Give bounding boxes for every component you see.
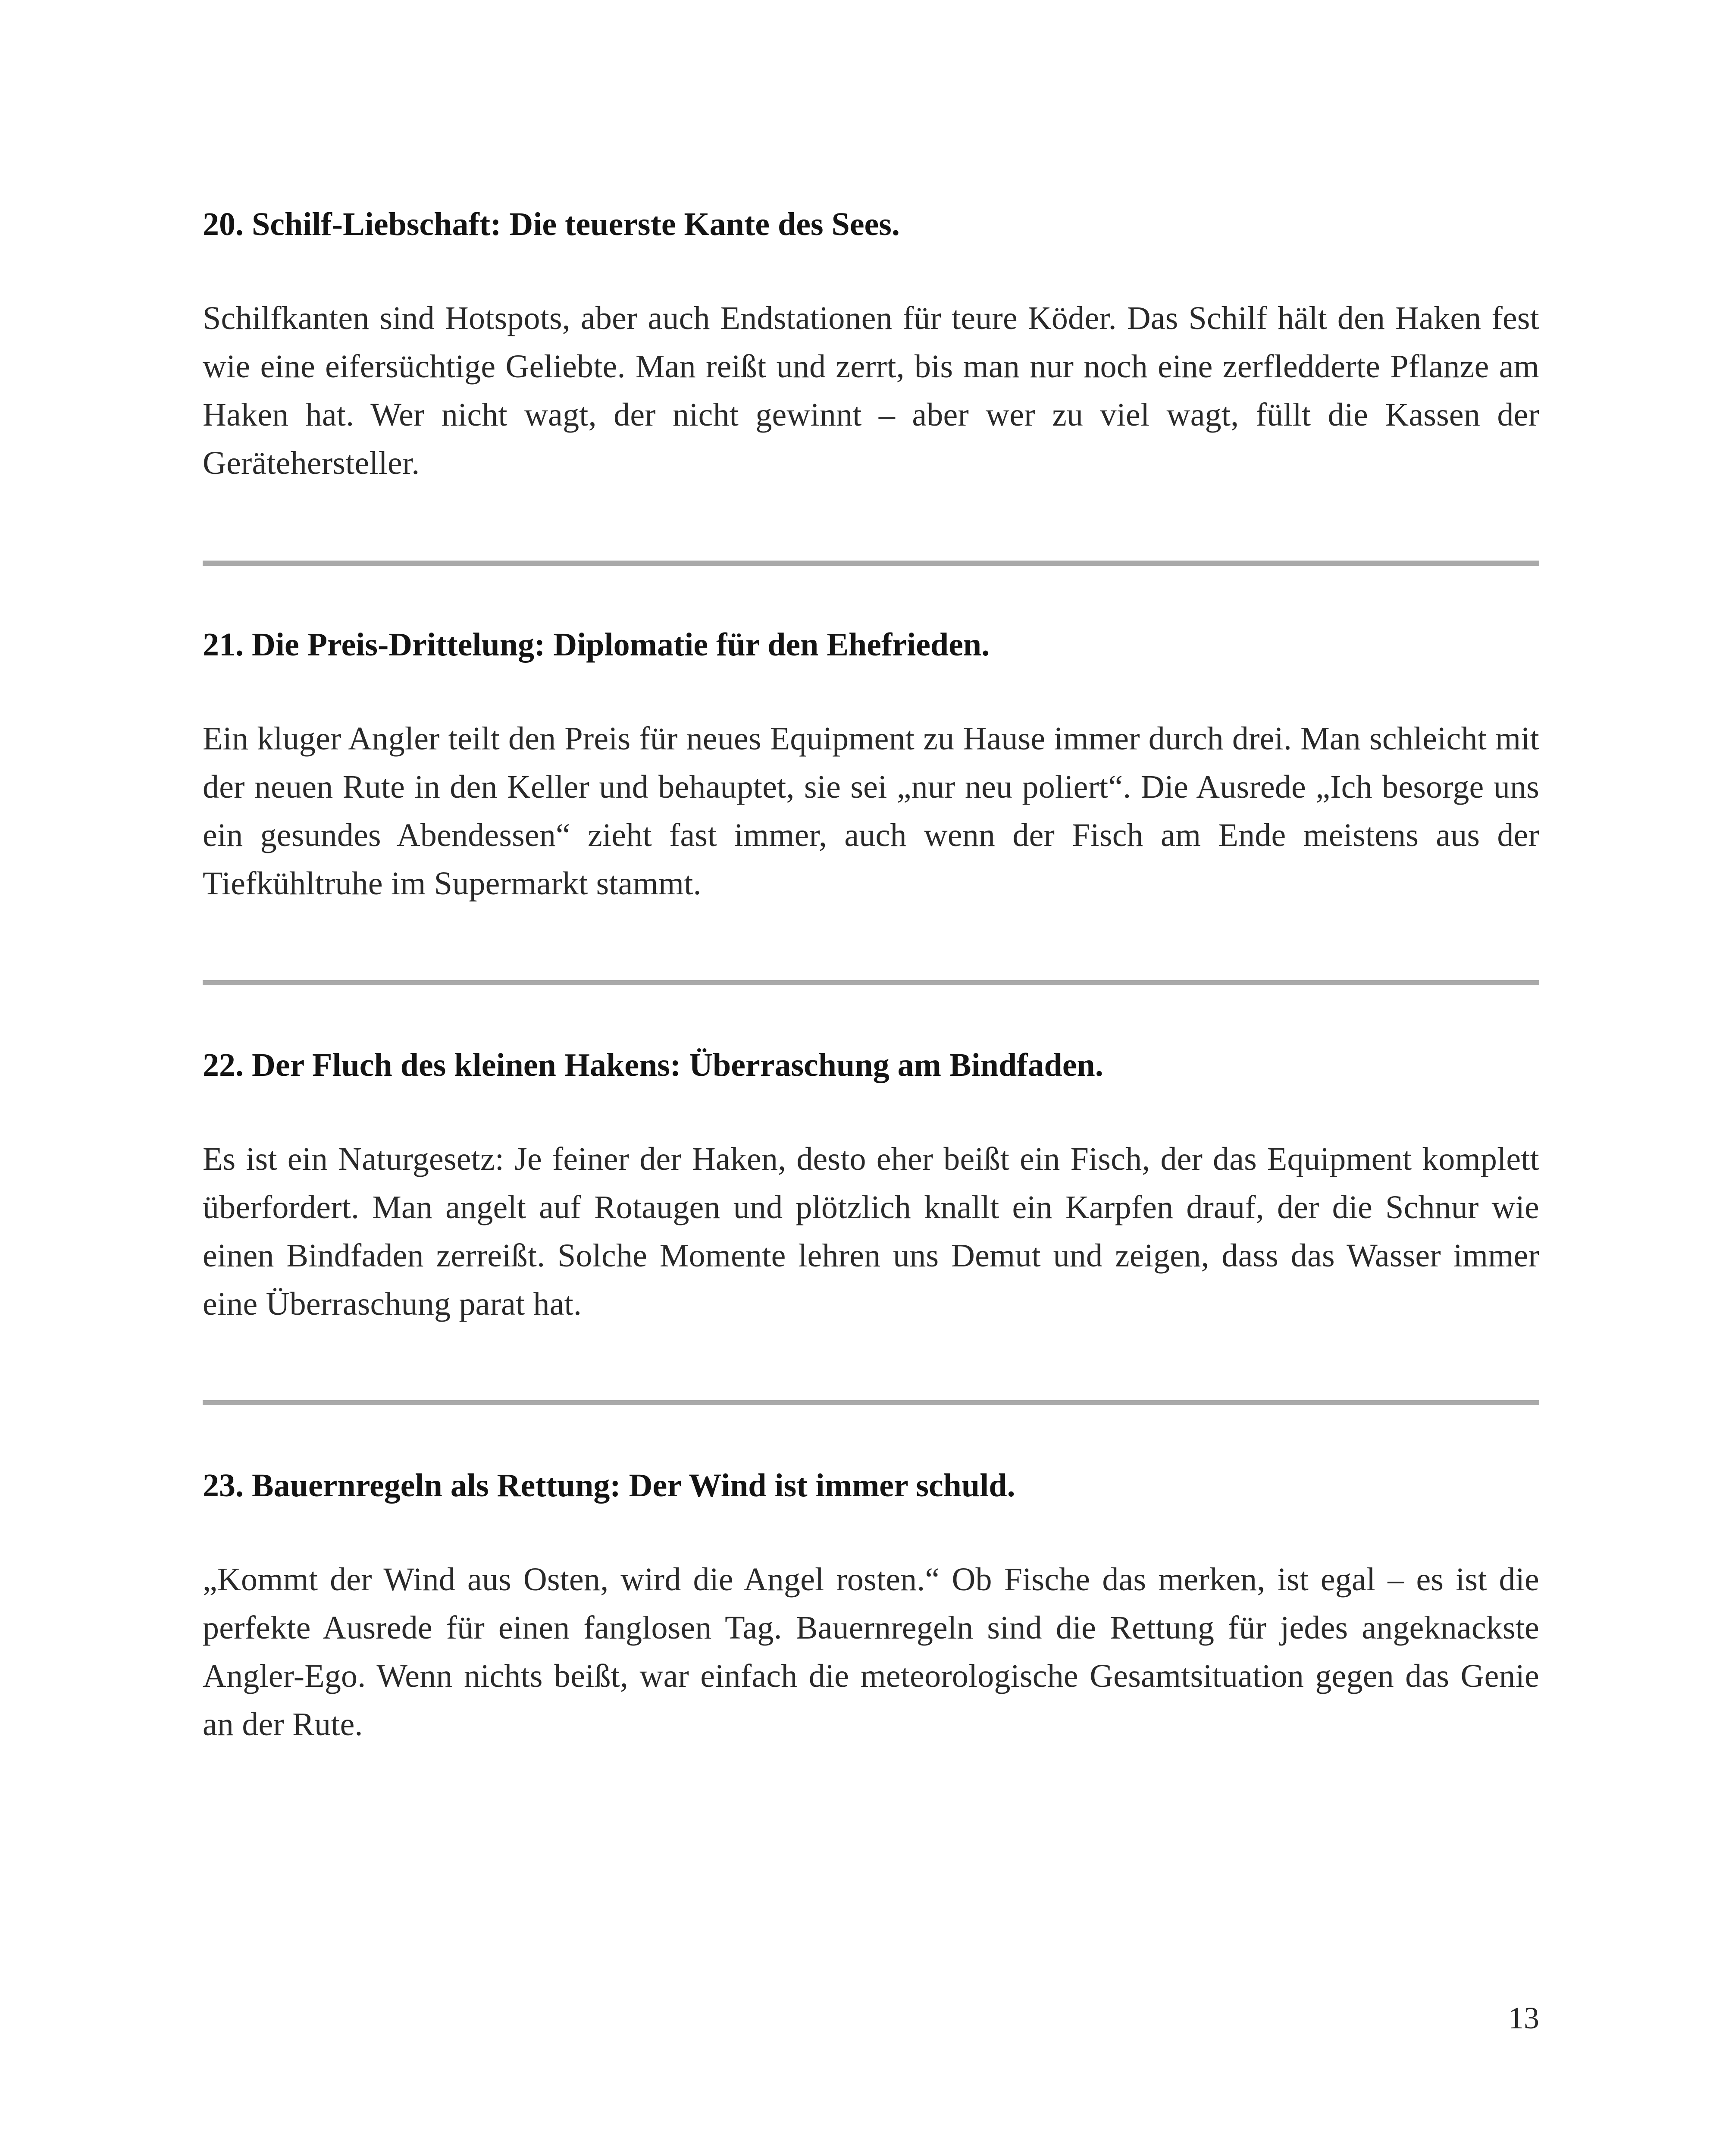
section-heading: 22. Der Fluch des kleinen Hakens: Überraschung am Bindfaden. — [203, 1047, 1103, 1083]
section-body: Es ist ein Naturgesetz: Je feiner der Haken, desto eher beißt ein Fisch, der das Equipment komplett überfordert. Man angelt auf Rotaugen und plötzlich knallt ein Karpfen drauf, der die Schnur wie einen Bindfaden zerreißt. Solche Momente lehren uns Demut und zeigen, dass das Wasser immer eine Überraschung parat hat. — [203, 1141, 1539, 1322]
section-heading: 21. Die Preis-Drittelung: Diplomatie für den Ehefrieden. — [203, 627, 990, 663]
section-divider — [203, 980, 1539, 985]
section-divider — [203, 561, 1539, 566]
section-body: „Kommt der Wind aus Osten, wird die Angel rosten.“ Ob Fische das merken, ist egal – es ist die perfekte Ausrede für einen fanglosen Tag. Bauernregeln sind die Rettung für jedes angeknackste Angler-Ego. Wenn nichts beißt, war einfach die meteorologische Gesamtsituation gegen das Genie an der Rute. — [203, 1561, 1539, 1742]
section-heading: 20. Schilf-Liebschaft: Die teuerste Kante des Sees. — [203, 206, 900, 242]
section-21 — [203, 623, 1539, 908]
section-divider — [203, 1400, 1539, 1405]
section-20 — [203, 203, 1539, 487]
section-body: Ein kluger Angler teilt den Preis für neues Equipment zu Hause immer durch drei. Man schleicht mit der neuen Rute in den Keller und behauptet, sie sei „nur neu poliert“. Die Ausrede „Ich besorge uns ein gesundes Abendessen“ zieht fast immer, auch wenn der Fisch am Ende meistens aus der Tiefkühltruhe im Supermarkt stammt. — [203, 721, 1539, 902]
section-body: Schilfkanten sind Hotspots, aber auch Endstationen für teure Köder. Das Schilf hält den Haken fest wie eine eifersüchtige Geliebte. Man reißt und zerrt, bis man nur noch eine zerfledderte Pflanze am Haken hat. Wer nicht wagt, der nicht gewinnt – aber wer zu viel wagt, füllt die Kassen der Gerätehersteller. — [203, 300, 1539, 481]
section-23 — [203, 1464, 1539, 1749]
section-heading: 23. Bauernregeln als Rettung: Der Wind ist immer schuld. — [203, 1467, 1015, 1504]
page-number: 13 — [1508, 2001, 1539, 2035]
section-22 — [203, 1044, 1539, 1328]
